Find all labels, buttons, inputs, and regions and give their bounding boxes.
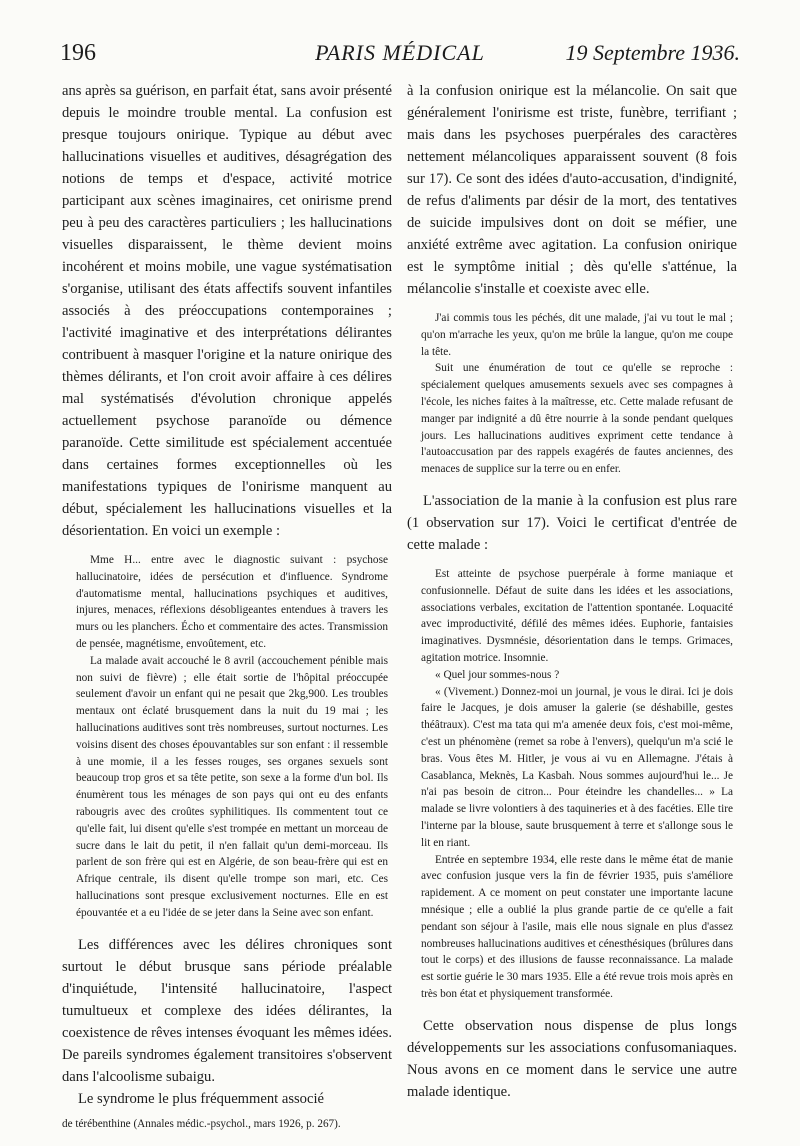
observation-text: Mme H... entre avec le diagnostic suivant : psychose hallucinatoire, idées de persécution et d'influence. Syndrome d'automatisme mental, hallucinations psychiques et auditives, injures, menaces, réflexions désobligeantes entendues à travers les murs ou les planchers. Écho et commentaire des actes. Transmission de pensée, magnétisme, envoûtement, etc. <box>76 554 388 650</box>
paragraph: à la confusion onirique est la mélancolie. On sait que généralement l'onirisme est triste, funèbre, terrifiant ; mais dans les psychoses puerpérales des caractères nettement mélancoliques apparaissent souvent (8 fois sur 17). Ce sont des idées d'auto-accusation, d'indignité, de refus d'aliments par désir de la mort, des tentatives de suicide impulsives dont on doit se méfier, une anxiété extrême avec agitation. La confusion onirique est le symptôme initial ; dès qu'elle s'atténue, la mélancolie s'installe et coexiste avec elle. <box>407 83 737 297</box>
certificate-block <box>407 566 737 1003</box>
journal-title: PARIS MÉDICAL <box>315 40 485 65</box>
observation-text: La malade avait accouché le 8 avril (accouchement pénible mais non suivi de fièvre) ; elle était sortie de l'hôpital préoccupée seulement d'avoir un enfant qui ne pesait que 2kg,900. Les troubles mentaux ont éclaté brusquement dans la nuit du 19 mai ; les hallucinations auditives sont très nombreuses, surtout nocturnes. Les voisins disent des choses épouvantables sur son enfant : il ressemble à une momie, il a les fesses rouges, ses organes sexuels sont beaucoup trop gros et sa tête petite, son sexe a la forme d'un bol. Ils énumèrent tous les ménages de son pays qui ont eu des enfants rabougris avec des croûtes syphilitiques. Ils commentent tout ce qu'elle fait, lui disent qu'elle s'est trompée en mettant un morceau de sucre dans le lait du petit, il n'en fallait qu'un demi-morceau. Ils parlent de son frère qui est en Algérie, de son beau-frère qui est en Afrique centrale, ils disent qu'elle trompe son mari, etc. Ces hallucinations sont presque exclusivement nocturnes. Elle en est épouvantée et a eu l'idée de se jeter dans la Seine avec son enfant. <box>76 654 388 919</box>
certificate-text: Entrée en septembre 1934, elle reste dans le même état de manie avec confusion jusque vers la fin de février 1935, puis s'améliore rapidement. A ce moment on peut constater une importante lacune mnésique ; elle a oublié la plus grande partie de ce qu'elle a fait pendant son séjour à l'asile, mais elle nous signale en plus d'assez nombreuses hallucinations auditives et cénesthésiques (brûlures dans tout le corps) et des illusions de fausse reconnaissance. La malade est sortie guérie le 30 mars 1935. Elle a été revue trois mois après en très bon état et physiquement transformée. <box>421 853 733 1000</box>
paragraph: Le syndrome le plus fréquemment associé <box>78 1090 324 1107</box>
footnote: de térébenthine (Annales médic.-psychol., mars 1926, p. 267). <box>62 1117 341 1130</box>
paragraph: ans après sa guérison, en parfait état, sans avoir présenté depuis le moindre trouble mental. La confusion est presque toujours onirique. Typique au début avec hallucinations visuelles et auditives, désagrégation des notions de temps et d'espace, activité motrice participant aux scènes imaginaires, cet onirisme prend peu à peu des caractères particuliers ; les hallucinations visuelles disparaissent, le thème devient moins incohérent et moins mobile, une vague systématisation s'organise, utilisant des états affectifs souvent infantiles associés à des préoccupations contemporaines ; l'activité imaginative et des interprétations délirantes contribuent à masquer l'origine et la nature onirique des thèmes délirants, et l'on croit avoir affaire à ces délires mal systématisés d'évolution chronique appelés actuellement psychose paranoïde ou démence paranoïde. Cette similitude est spécialement accentuée dans certaines formes exceptionnelles où les manifestations typiques de l'onirisme manquent au début, spécialement les hallucinations visuelles et la désorientation. En voici un exemple : <box>62 83 392 539</box>
paragraph: L'association de la manie à la confusion est plus rare (1 observation sur 17). Voici le certificat d'entrée de cette malade : <box>407 492 737 553</box>
paragraph: Les différences avec les délires chroniques sont surtout le début brusque sans période préalable d'inquiétude, l'intensité hallucinatoire, l'aspect tumultueux et complexe des idées délirantes, la coexistence de rêves intenses évoquant les mêmes idées. De pareils syndromes également transitoires s'observent dans l'alcoolisme subaigu. <box>62 936 392 1085</box>
running-header <box>60 40 740 72</box>
observation-block <box>62 552 392 922</box>
issue-date: 19 Septembre 1936. <box>565 40 740 65</box>
certificate-text: « Quel jour sommes-nous ? <box>435 668 560 681</box>
paragraph: Cette observation nous dispense de plus longs développements sur les associations confusomaniaques. Nous avons en ce moment dans le service une autre malade identique. <box>407 1017 737 1100</box>
patient-quote: J'ai commis tous les péchés, dit une malade, j'ai vu tout le mal ; qu'on m'arrache les yeux, qu'on me brûle la langue, qu'on me coupe la tête. <box>421 312 733 358</box>
certificate-text: « (Vivement.) Donnez-moi un journal, je vous le dirai. Ici je dois faire le Jacques, je dois amuser la galerie (se déshabille, gestes théâtraux). C'est ma tata qui m'a amenée deux fois, c'est moi-même, c'est un phénomène (remet sa robe à l'envers), quelqu'un m'a scié le bras. Vous êtes M. Hitler, je vous ai vu en Allemagne. J'étais à Casablanca, Meknès, La Kasbah. Nous sommes aujourd'hui le... Je n'ai pas besoin de citron... Pour éteindre les chandelles... » La malade se livre volontiers à des taquineries et à des facéties. Elle tire l'interne par la blouse, saute brusquement à terre et s'allonge sous le lit en riant. <box>421 685 733 849</box>
certificate-text: Est atteinte de psychose puerpérale à forme maniaque et confusionnelle. Défaut de suite dans les idées et les associations, associations verbales, excitation de l'attention spontanée. Loquacité avec improductivité, défilé des mêmes idées. Euphorie, fantaisies imaginatives. Dysmnésie, désorientation dans le temps. Grimaces, agitation motrice. Insomnie. <box>421 567 733 664</box>
page-number: 196 <box>60 40 96 66</box>
right-column <box>407 80 737 1103</box>
left-column <box>62 80 392 1132</box>
observation-text: Suit une énumération de tout ce qu'elle se reproche : spécialement quelques amusements sexuels avec ses compagnes à l'école, les niches faites à la maîtresse, etc. Cette malade refusant de manger par indignité a dû être nourrie à la sonde pendant quelques jours. Les hallucinations auditives expriment cette tendance à l'autoaccusation par des rappels exagérés de fautes anciennes, des menaces de supplice sur la terre ou en enfer. <box>421 362 733 476</box>
quote-block <box>407 310 737 478</box>
